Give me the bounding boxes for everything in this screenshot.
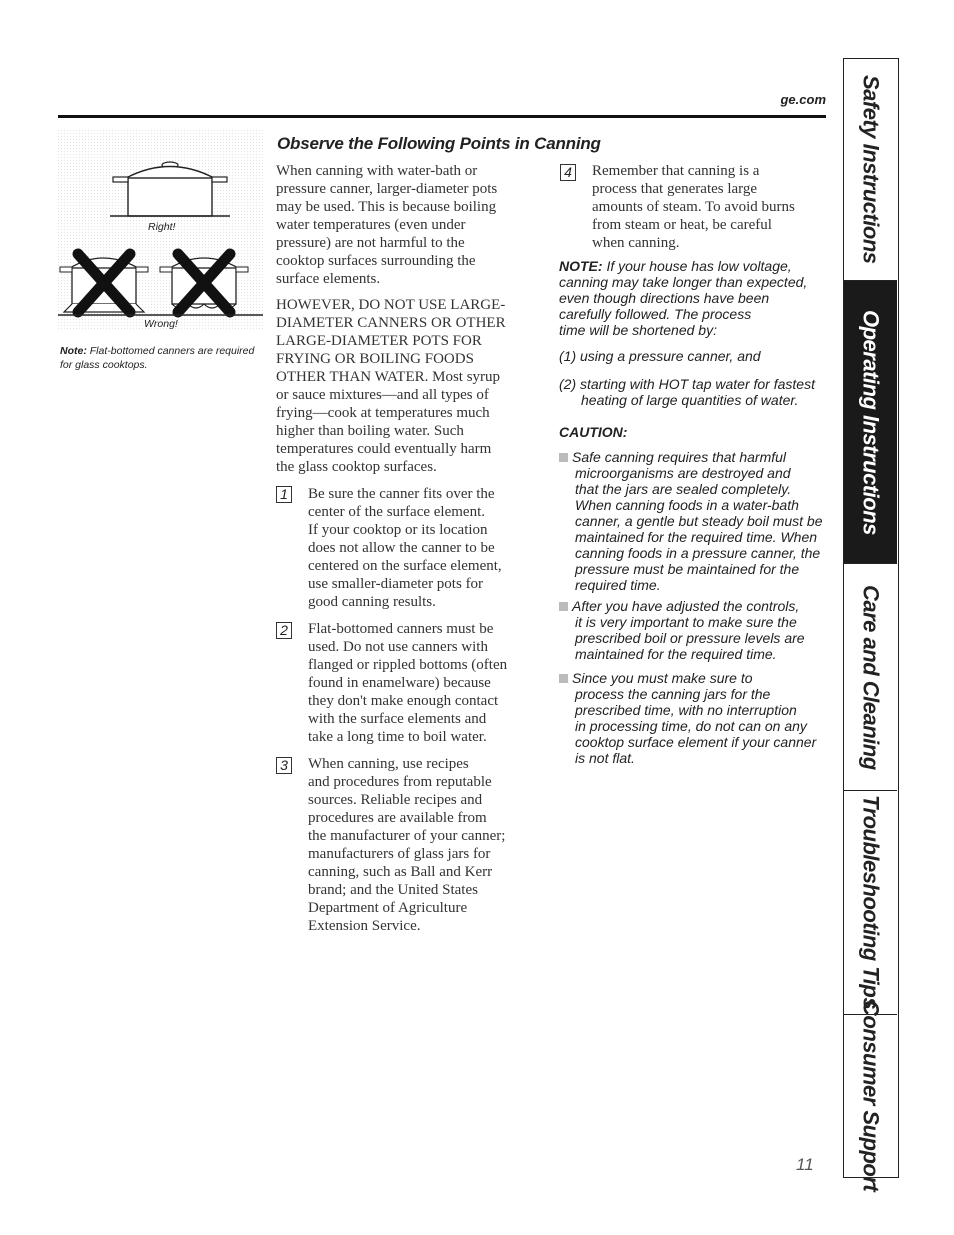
note-label: NOTE: xyxy=(559,258,603,274)
note-block: NOTE: If your house has low voltage, canning may take longer than expected, even though directions have been carefully followed. The process time will be shortened by: xyxy=(559,258,808,338)
point-3-number: 3 xyxy=(276,757,292,774)
bullet-square-icon xyxy=(559,453,568,462)
caution-bullet-2: After you have adjusted the controls, it is very important to make sure the prescribed boil or pressure levels are maintained for the required time. xyxy=(559,598,834,662)
tab-safety-instructions[interactable]: Safety Instructions xyxy=(844,59,897,281)
bullet-square-icon xyxy=(559,674,568,683)
tab-troubleshooting-tips[interactable]: Troubleshooting Tips xyxy=(844,791,897,1015)
intro-paragraph: When canning with water-bath or pressure canner, larger-diameter pots may be used. This is because boiling water temperatures (even under pressure) are not harmful to the cooktop surfaces surrounding the surface elements. xyxy=(276,163,498,287)
site-url: ge.com xyxy=(780,92,826,107)
point-3-text: When canning, use recipes and procedures from reputable sources. Reliable recipes and procedures are available from the manufacturer of your canner; manufacturers of glass jars for canning, such as Ball and Kerr brand; and the United States Department of Agriculture Extension Service. xyxy=(308,756,506,934)
section-tabs xyxy=(843,58,899,1192)
point-1-text: Be sure the canner fits over the center of the surface element. If your cooktop or its location does not allow the canner to be centered on the surface element, use smaller-diameter pots for good canning results. xyxy=(308,486,502,610)
point-4-number: 4 xyxy=(560,164,576,181)
tab-care-and-cleaning[interactable]: Care and Cleaning xyxy=(844,564,897,791)
warning-paragraph: HOWEVER, DO NOT USE LARGE- DIAMETER CANNERS OR OTHER LARGE-DIAMETER POTS FOR FRYING OR BOILING FOODS OTHER THAN WATER. Most syrup or sauce mixtures—and all types of frying—cook at temperatures much higher than boiling water. Such temperatures could eventually harm the glass cooktop surfaces. xyxy=(276,297,506,475)
figure-note: Note: Flat-bottomed canners are required for glass cooktops. xyxy=(60,345,255,371)
canner-illustration xyxy=(58,130,268,340)
bullet-square-icon xyxy=(559,602,568,611)
point-2-number: 2 xyxy=(276,622,292,639)
right-caption: Right! xyxy=(148,221,176,233)
section-title: Observe the Following Points in Canning xyxy=(277,134,601,153)
page-number: 11 xyxy=(796,1155,814,1174)
caution-bullet-3: Since you must make sure to process the canning jars for the prescribed time, with no interruption in processing time, do not can on any cooktop surface element if your canner is not flat. xyxy=(559,670,834,766)
point-4-text: Remember that canning is a process that generates large amounts of steam. To avoid burns from steam or heat, be careful when canning. xyxy=(592,163,795,251)
note-item-2: (2) starting with HOT tap water for fastest heating of large quantities of water. xyxy=(559,376,815,408)
tab-consumer-support[interactable]: Consumer Support xyxy=(858,999,884,1192)
tab-operating-instructions[interactable]: Operating Instructions xyxy=(844,281,897,564)
caution-bullet-1: Safe canning requires that harmful microorganisms are destroyed and that the jars are sealed completely. When canning foods in a water-bath canner, a gentle but steady boil must be maintained for the required time. When canning foods in a pressure canner, the pressure must be maintained for the required time. xyxy=(559,449,834,593)
caution-label: CAUTION: xyxy=(559,424,628,440)
point-2-text: Flat-bottomed canners must be used. Do not use canners with flanged or rippled bottoms (often found in enamelware) because they don't make enough contact with the surface elements and take a long time to boil water. xyxy=(308,621,508,745)
point-1-number: 1 xyxy=(276,486,292,503)
wrong-caption: Wrong! xyxy=(144,318,178,330)
header-rule xyxy=(58,115,826,118)
note-item-1: (1) using a pressure canner, and xyxy=(559,348,761,364)
